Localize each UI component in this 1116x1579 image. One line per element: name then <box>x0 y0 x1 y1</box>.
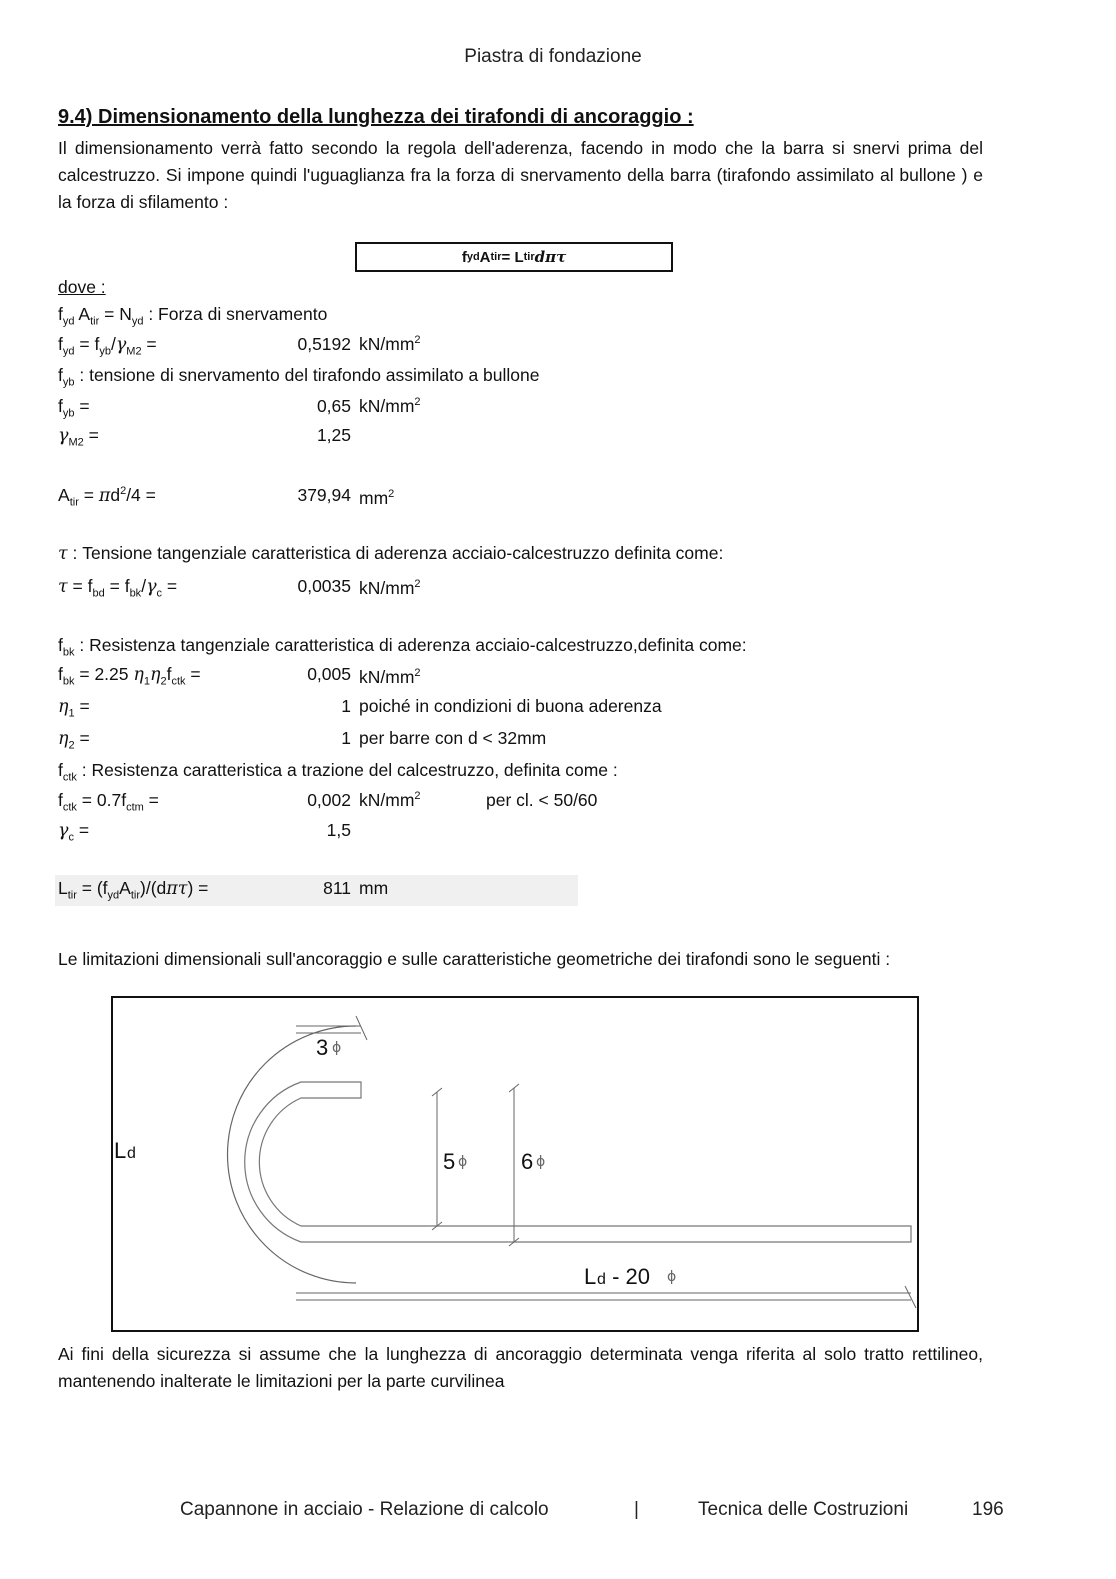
row-gammam2-label: $\gamma_{M2}$ = <box>58 425 99 449</box>
row-atir-value: 379,94 <box>297 485 351 505</box>
row-eta1-note: poiché in condizioni di buona aderenza <box>359 696 662 716</box>
section-title: 9.4) Dimensionamento della lunghezza dei tirafondi di ancoraggio : <box>58 106 694 128</box>
row-eta1-value: 1 <box>341 696 351 716</box>
row-fctk-note: per cl. < 50/60 <box>486 790 598 810</box>
row-tau-description: τ : Tensione tangenziale caratteristica di aderenza acciaio-calcestruzzo definita come: <box>58 543 724 564</box>
phi-symbol-5: ϕ <box>458 1154 468 1170</box>
row-atir-label: $A_{tir} = \pi d^2/4$ = <box>58 485 156 509</box>
row-ltir-unit: mm <box>359 878 389 898</box>
row-fyb-value: 0,65 <box>316 396 351 416</box>
row-fyd-unit: $kN/mm^2$ <box>359 334 421 354</box>
limits-paragraph: Le limitazioni dimensionali sull'ancoraggio e sulle caratteristiche geometriche dei tirafondi sono le seguenti : <box>58 949 891 969</box>
row-eta1-label: $\eta_1$ = <box>58 696 90 720</box>
footer-right: Tecnica delle Costruzioni <box>698 1499 909 1520</box>
label-ld: L <box>114 1138 127 1163</box>
footer-separator: | <box>634 1499 639 1520</box>
row-tau-label: $\tau = f_{bd} = f_{bk}/\gamma_c$ = <box>58 576 178 600</box>
row-fyb-description: $f_{yb}$ : tensione di snervamento del tirafondo assimilato a bullone <box>58 365 540 389</box>
label-6phi: 6 <box>521 1149 534 1174</box>
row-fyb-unit: $kN/mm^2$ <box>359 396 421 416</box>
row-ltir-label: $L_{tir} = (f_{yd}A_{tir})/(d\pi\tau)$ = <box>58 878 209 902</box>
page-header: Piastra di fondazione <box>464 46 642 67</box>
dove-label: dove : <box>58 277 106 297</box>
row-fyd-value: 0,5192 <box>297 334 351 354</box>
row-eta2-label: $\eta_2$ = <box>58 728 90 752</box>
row-fbk-description: $f_{bk}$ : Resistenza tangenziale caratteristica di aderenza acciaio-calcestruzzo,definita come: <box>58 635 747 659</box>
row-forza-snervamento: $f_{yd}$ $A_{tir} = N_{yd}$ : Forza di snervamento <box>58 304 328 328</box>
diagram-frame <box>112 997 918 1331</box>
row-gammac-value: 1,5 <box>326 820 351 840</box>
phi-symbol-6: ϕ <box>536 1154 546 1170</box>
row-gammam2-value: 1,25 <box>316 425 351 445</box>
row-eta2-value: 1 <box>341 728 351 748</box>
phi-symbol-3: ϕ <box>332 1040 342 1056</box>
page-number: 196 <box>972 1499 1004 1520</box>
row-fyb-label: $f_{yb}$ = <box>58 396 90 420</box>
phi-symbol-20: ϕ <box>667 1269 677 1285</box>
row-eta2-note: per barre con d < 32mm <box>359 728 547 748</box>
intro-paragraph: Il dimensionamento verrà fatto secondo la regola dell'aderenza, facendo in modo che la barra si snervi prima del calcestruzzo. Si impone quindi l'uguaglianza fra la forza di snervamento della barra (tirafondo assimilato al bullone ) e la forza di sfilamento : <box>58 138 983 212</box>
label-ld20-sub: d <box>597 1271 606 1288</box>
main-formula-box: f yd A tir = L tir dπτ <box>355 242 673 272</box>
row-atir-unit: $mm^2$ <box>359 488 395 508</box>
row-tau-unit: $kN/mm^2$ <box>359 578 421 598</box>
row-fctk-unit: $kN/mm^2$ <box>359 790 421 810</box>
row-fbk-value: 0,005 <box>307 664 351 684</box>
anchor-bolt-diagram <box>111 996 920 1333</box>
row-fctk-description: $f_{ctk}$ : Resistenza caratteristica a trazione del calcestruzzo, definita come : <box>58 760 618 784</box>
label-ld20: L <box>584 1264 597 1289</box>
row-fbk-label: $f_{bk} = 2.25$ $\eta_1\eta_2f_{ctk}$ = <box>58 664 201 688</box>
label-ld20-tail: - 20 <box>606 1264 657 1289</box>
row-fctk-value: 0,002 <box>307 790 351 810</box>
row-gammac-label: $\gamma_c$ = <box>58 820 90 844</box>
label-ld-sub: d <box>127 1145 136 1162</box>
label-5phi: 5 <box>443 1149 456 1174</box>
footer-left: Capannone in acciaio - Relazione di calcolo <box>180 1499 549 1520</box>
row-fbk-unit: $kN/mm^2$ <box>359 667 421 687</box>
row-tau-value: 0,0035 <box>297 576 351 596</box>
label-3phi: 3 <box>316 1035 329 1060</box>
row-fctk-label: $f_{ctk} = 0.7f_{ctm}$ = <box>58 790 159 814</box>
safety-paragraph: Ai fini della sicurezza si assume che la lunghezza di ancoraggio determinata venga riferita al solo tratto rettilineo, mantenendo inalterate le limitazioni per la parte curvilinea <box>58 1344 983 1391</box>
row-ltir-value: 811 <box>323 878 351 898</box>
row-fyd-label: $f_{yd} = f_{yb}/\gamma_{M2}$ = <box>58 334 157 358</box>
